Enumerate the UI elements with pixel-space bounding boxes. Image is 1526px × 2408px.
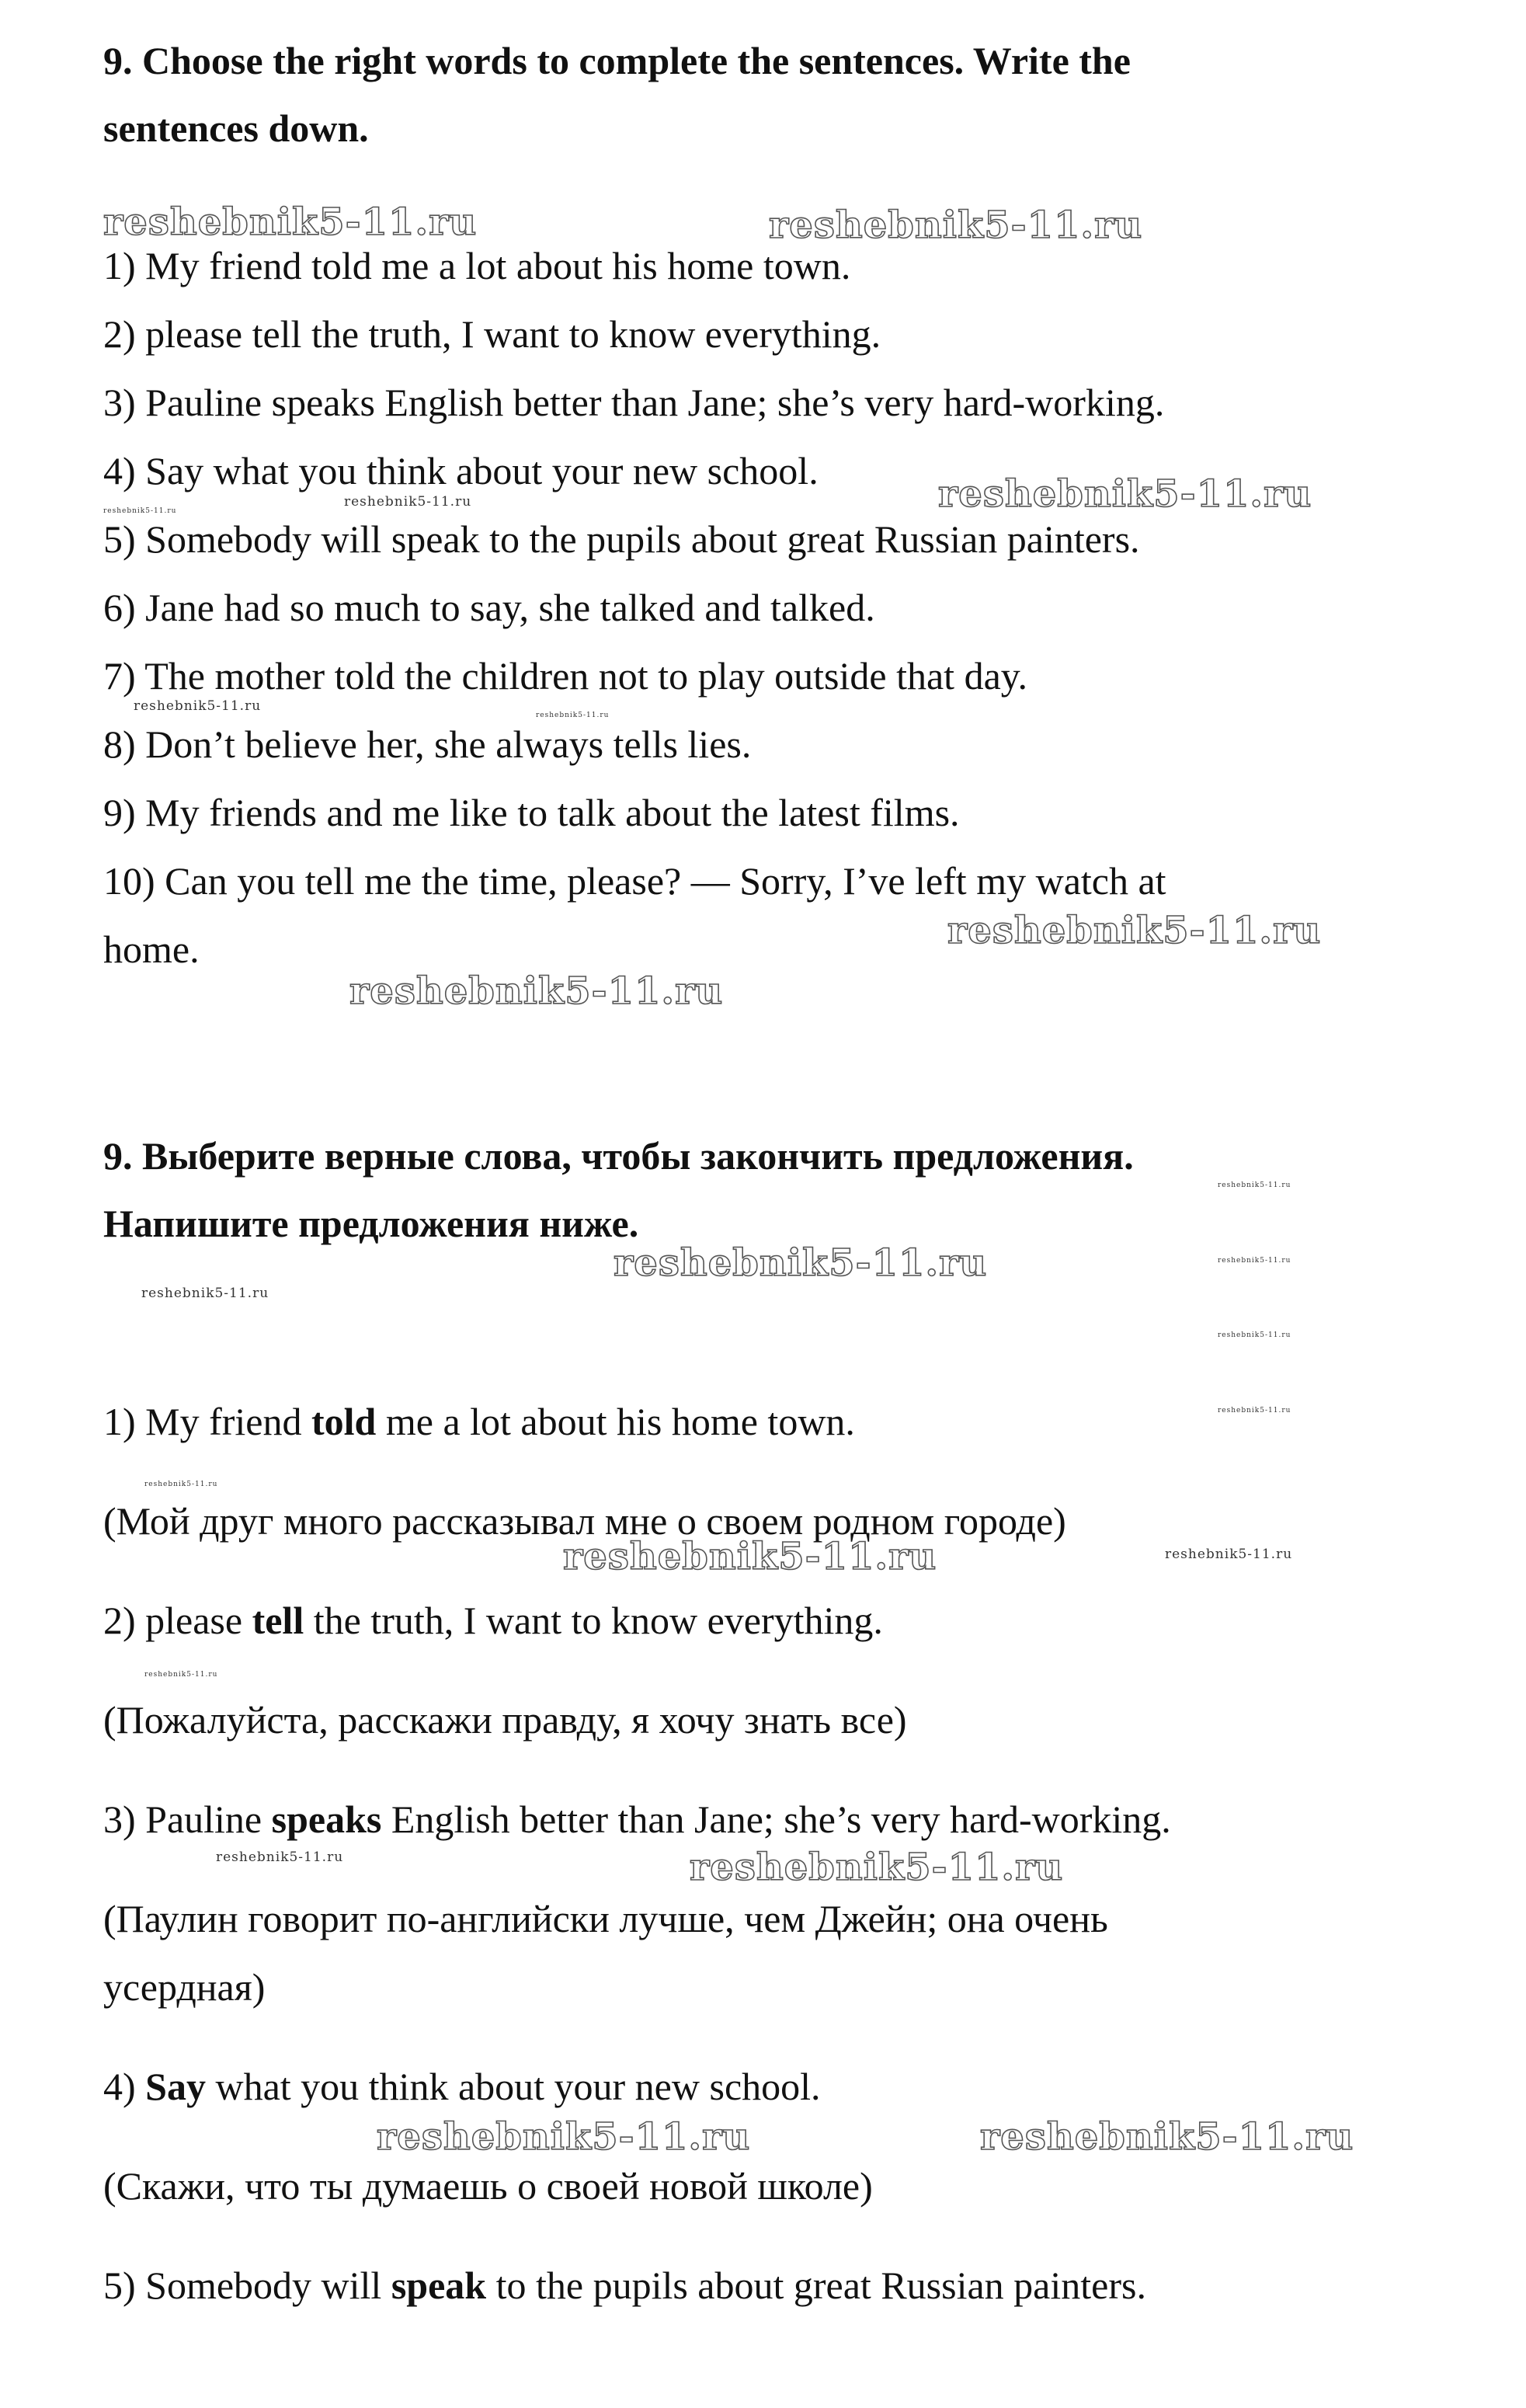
- answer-2: 2) please tell the truth, I want to know everything.: [103, 1599, 883, 1642]
- translation-3-line1: (Паулин говорит по-английски лучше, чем Джейн; она очень: [103, 1897, 1108, 1940]
- sentence-4: 4) Say what you think about your new school.: [103, 449, 819, 492]
- watermark: reshebnik5-11.ru: [1165, 1547, 1293, 1562]
- answer-5: 5) Somebody will speak to the pupils about great Russian painters.: [103, 2264, 1146, 2307]
- watermark: reshebnik5-11.ru: [216, 1849, 344, 1865]
- sentence-5: 5) Somebody will speak to the pupils about great Russian painters.: [103, 517, 1140, 561]
- answer-4: 4) Say what you think about your new school.: [103, 2065, 821, 2108]
- exercise-title-ru-line1: 9. Выберите верные слова, чтобы закончить предложения.: [103, 1134, 1134, 1178]
- answer-word: told: [311, 1400, 377, 1443]
- watermark: reshebnik5-11.ru: [1218, 1331, 1291, 1339]
- watermark: reshebnik5-11.ru: [103, 507, 177, 515]
- watermark: reshebnik5-11.ru: [938, 472, 1312, 516]
- watermark: reshebnik5-11.ru: [349, 969, 724, 1013]
- watermark: reshebnik5-11.ru: [947, 909, 1322, 952]
- watermark: reshebnik5-11.ru: [1218, 1257, 1291, 1265]
- watermark: reshebnik5-11.ru: [377, 2115, 751, 2159]
- watermark: reshebnik5-11.ru: [141, 1286, 269, 1301]
- watermark: reshebnik5-11.ru: [344, 494, 472, 510]
- watermark: reshebnik5-11.ru: [536, 712, 610, 719]
- watermark: reshebnik5-11.ru: [690, 1846, 1064, 1889]
- watermark: reshebnik5-11.ru: [144, 1481, 218, 1488]
- watermark: reshebnik5-11.ru: [134, 698, 262, 714]
- sentence-1: 1) My friend told me a lot about his home town.: [103, 244, 851, 287]
- answer-word: speak: [391, 2264, 487, 2307]
- answer-word: speaks: [271, 1797, 382, 1841]
- watermark: reshebnik5-11.ru: [1218, 1407, 1291, 1415]
- watermark: reshebnik5-11.ru: [980, 2115, 1354, 2159]
- watermark: reshebnik5-11.ru: [614, 1241, 988, 1285]
- sentence-10-continued: home.: [103, 927, 200, 971]
- answer-1: 1) My friend told me a lot about his home town.: [103, 1400, 855, 1443]
- sentence-9: 9) My friends and me like to talk about the latest films.: [103, 791, 960, 834]
- answer-3: 3) Pauline speaks English better than Jane; she’s very hard-working.: [103, 1797, 1171, 1841]
- watermark: reshebnik5-11.ru: [103, 200, 478, 244]
- sentence-6: 6) Jane had so much to say, she talked and talked.: [103, 586, 875, 629]
- sentence-7: 7) The mother told the children not to play outside that day.: [103, 654, 1028, 698]
- answer-word: Say: [145, 2065, 206, 2108]
- translation-1: (Мой друг много рассказывал мне о своем родном городе): [103, 1499, 1066, 1543]
- watermark: reshebnik5-11.ru: [144, 1671, 218, 1679]
- sentence-2: 2) please tell the truth, I want to know everything.: [103, 312, 881, 356]
- translation-2: (Пожалуйста, расскажи правду, я хочу знать все): [103, 1698, 907, 1742]
- sentence-3: 3) Pauline speaks English better than Jane; she’s very hard-working.: [103, 381, 1165, 424]
- watermark: reshebnik5-11.ru: [1218, 1181, 1291, 1189]
- sentence-8: 8) Don’t believe her, she always tells lies.: [103, 722, 752, 766]
- exercise-title-ru-line2: Напишите предложения ниже.: [103, 1202, 639, 1245]
- translation-3-line2: усердная): [103, 1965, 266, 2009]
- exercise-title-en-line1: 9. Choose the right words to complete the sentences. Write the: [103, 39, 1131, 82]
- watermark: reshebnik5-11.ru: [563, 1535, 937, 1578]
- sentence-10: 10) Can you tell me the time, please? — Sorry, I’ve left my watch at: [103, 859, 1166, 903]
- answer-word: tell: [252, 1599, 304, 1642]
- translation-4: (Скажи, что ты думаешь о своей новой школе): [103, 2164, 873, 2208]
- exercise-title-en-line2: sentences down.: [103, 106, 369, 150]
- watermark: reshebnik5-11.ru: [769, 204, 1143, 247]
